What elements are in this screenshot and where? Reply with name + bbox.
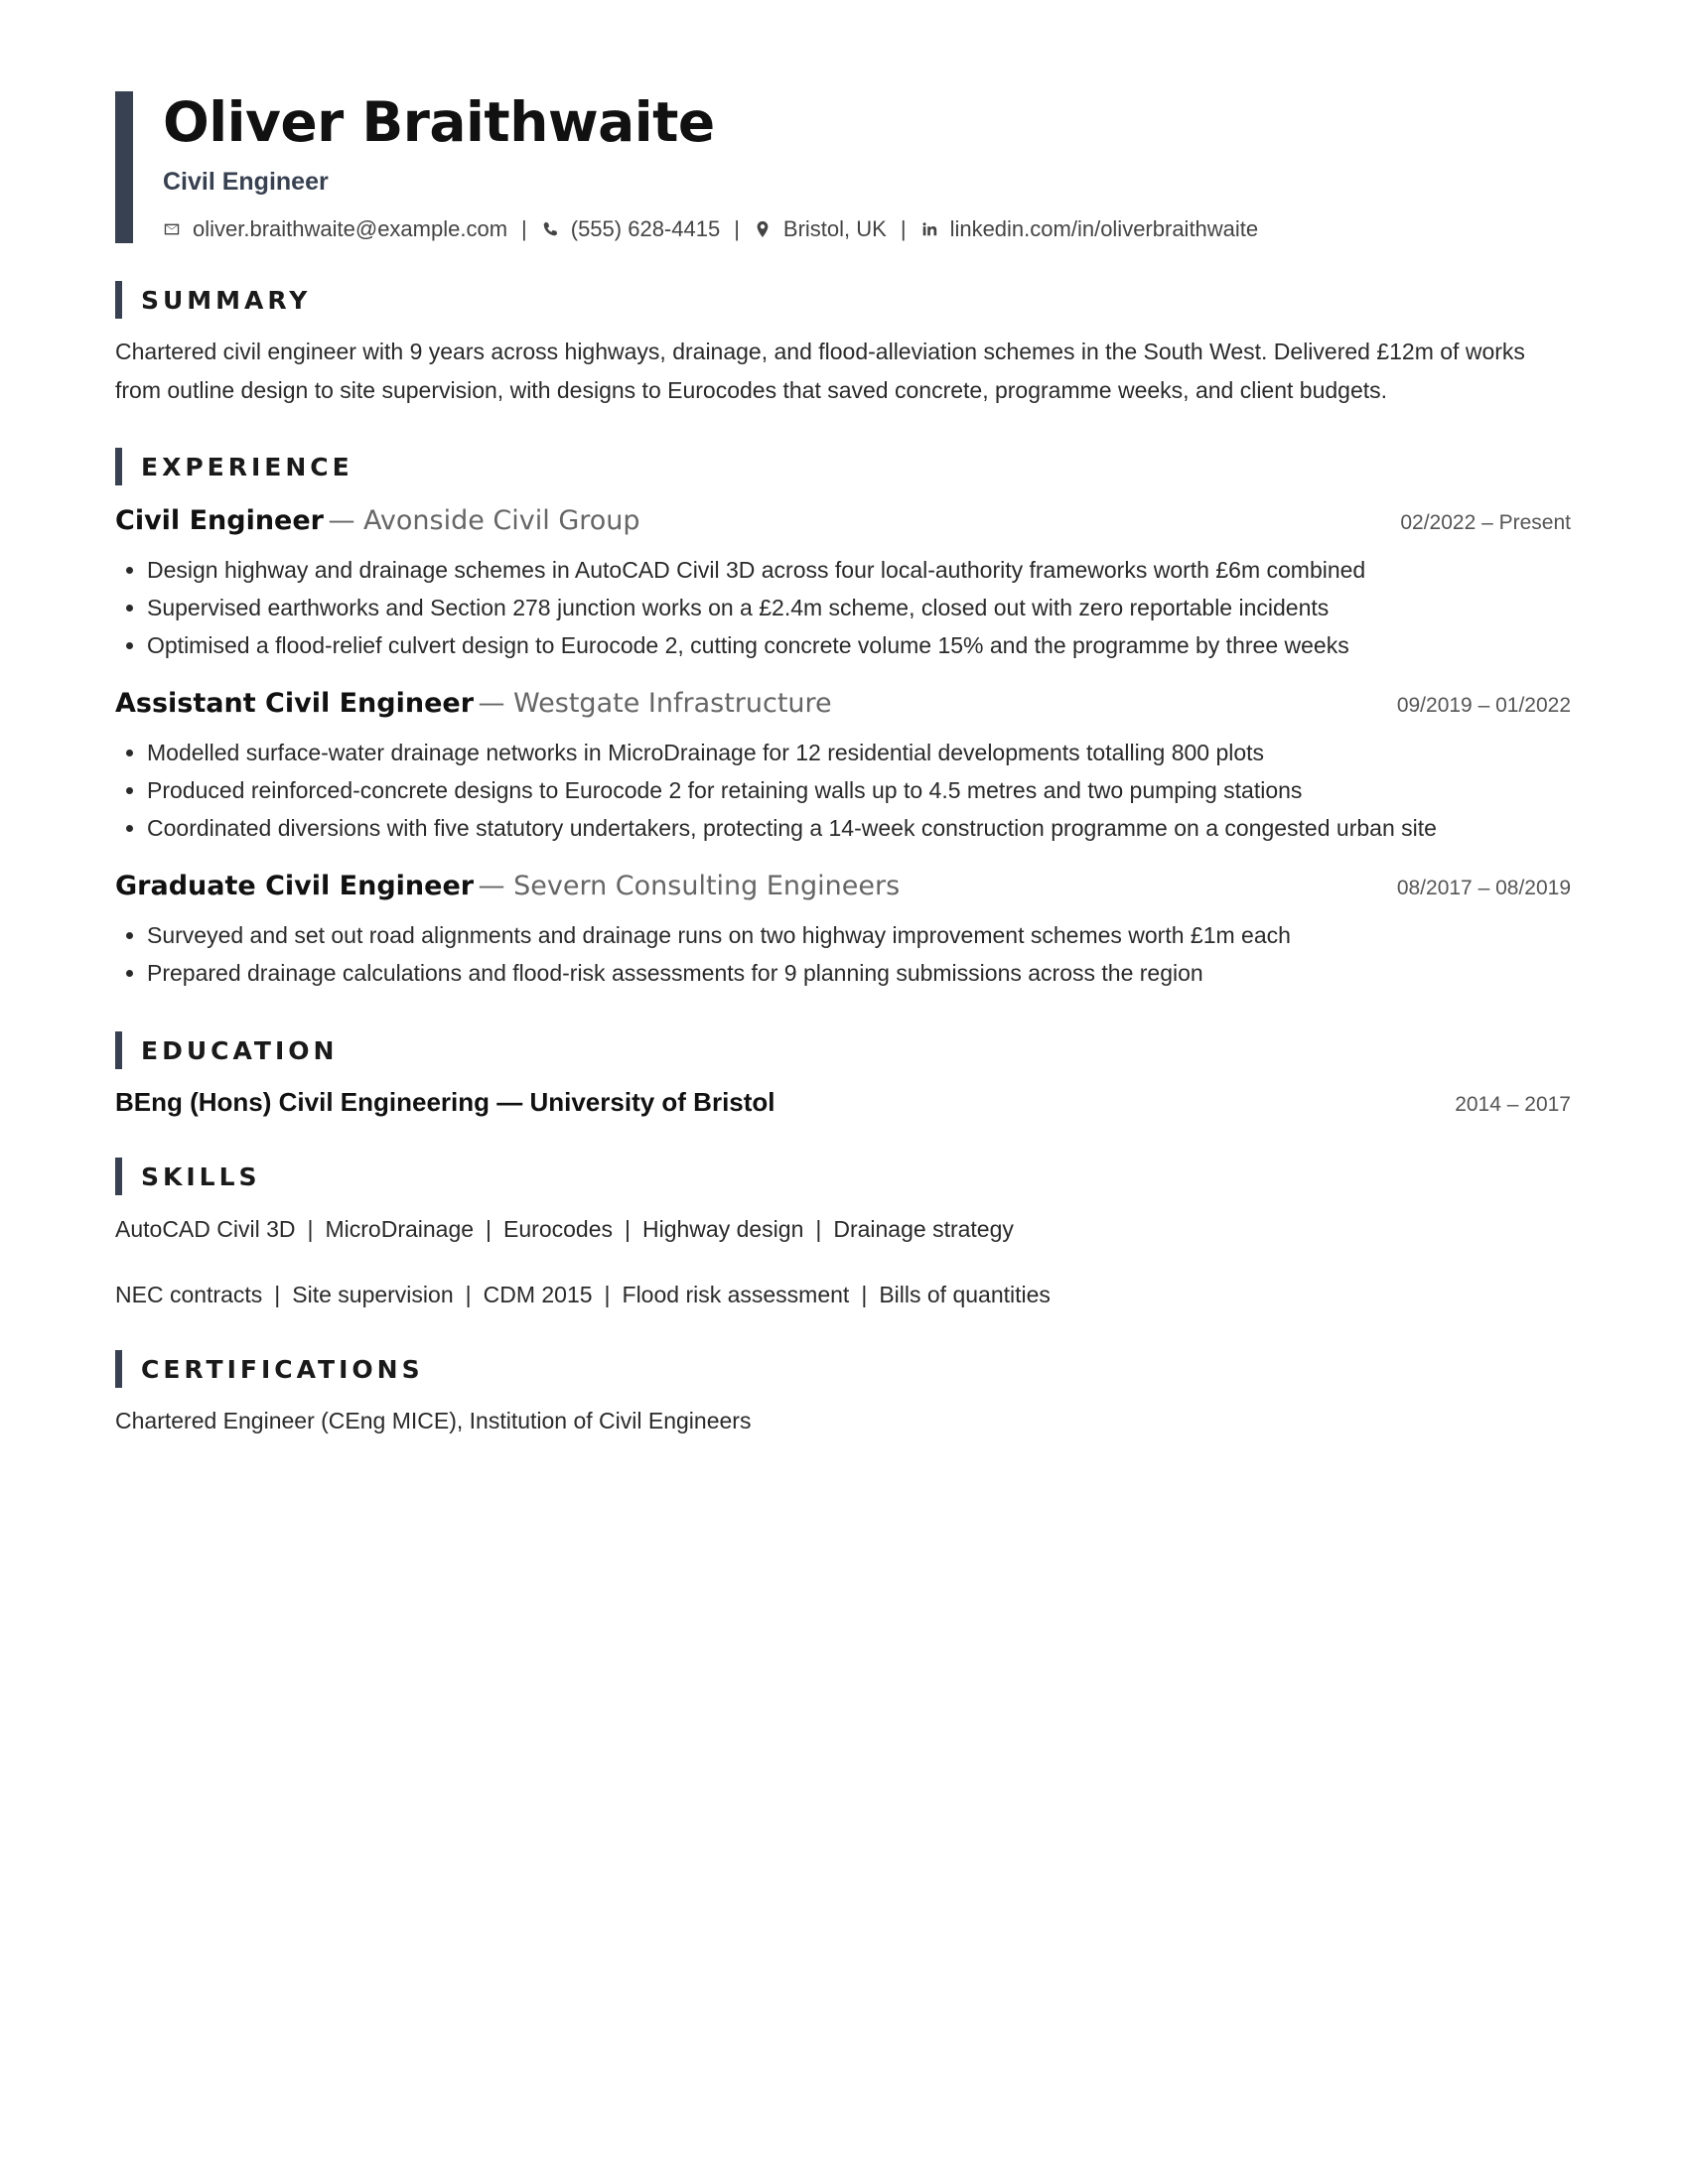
section-title: EDUCATION (141, 1035, 339, 1065)
resume-page (115, 91, 1571, 1434)
job-bullet: • Surveyed and set out road alignments and drainage runs on two highway improvement schemes worth £1m each (147, 916, 1571, 954)
education-dates: 2014 – 2017 (1455, 1093, 1571, 1116)
skill-item: Flood risk assessment (622, 1282, 850, 1307)
skill-separator: | (465, 1282, 472, 1307)
job-bullet: • Modelled surface-water drainage networks in MicroDrainage for 12 residential developments totalling 800 plots (147, 734, 1571, 771)
section-heading-certifications (115, 1350, 1571, 1388)
skill-separator: | (274, 1282, 281, 1307)
skill-item: Highway design (641, 1216, 804, 1242)
skill-item: NEC contracts (115, 1282, 263, 1307)
phone-icon (541, 220, 559, 238)
skill-separator: | (861, 1282, 868, 1307)
section-heading-skills (115, 1158, 1571, 1195)
section-heading-education (115, 1031, 1571, 1069)
job-bullet: • Prepared drainage calculations and flood-risk assessments for 9 planning submissions across the region (147, 954, 1571, 992)
job-bullet: • Produced reinforced-concrete designs to Eurocode 2 for retaining walls up to 4.5 metres and two pumping stations (147, 771, 1571, 809)
experience-entry (115, 871, 1571, 992)
contact-separator: | (734, 216, 740, 241)
section-title: CERTIFICATIONS (141, 1354, 424, 1384)
skill-item: Bills of quantities (879, 1282, 1051, 1307)
skill-separator: | (604, 1282, 611, 1307)
job-company: — Avonside Civil Group (328, 505, 640, 536)
resume-header (115, 91, 1571, 243)
section-heading-experience (115, 448, 1571, 485)
education-entry (115, 1087, 1571, 1118)
linkedin-icon (920, 220, 938, 238)
job-dates: 09/2019 – 01/2022 (1396, 694, 1571, 717)
job-company: — Severn Consulting Engineers (478, 871, 901, 901)
contact-line (163, 216, 1571, 242)
experience-entry (115, 505, 1571, 664)
job-company: — Westgate Infrastructure (478, 688, 832, 719)
section-accent-bar (115, 1350, 122, 1388)
contact-linkedin[interactable] (920, 216, 1259, 242)
experience-header (115, 688, 1571, 728)
skill-item: CDM 2015 (483, 1282, 593, 1307)
phone-text: (555) 628-4415 (570, 216, 721, 241)
skill-separator: | (815, 1216, 822, 1242)
section-title: SUMMARY (141, 285, 312, 315)
map-pin-icon (754, 220, 772, 238)
job-dates: 08/2017 – 08/2019 (1396, 877, 1571, 899)
job-bullets (115, 734, 1571, 847)
summary-text: Chartered civil engineer with 9 years across highways, drainage, and flood-alleviation schemes in the South West. Delivered £12m of works from outline design to site supervision, with designs to Eurocodes that saved concrete, programme weeks, and client budgets. (115, 339, 1525, 403)
section-accent-bar (115, 281, 122, 319)
section-title: SKILLS (141, 1161, 261, 1191)
experience-header (115, 505, 1571, 545)
education-degree: BEng (Hons) Civil Engineering — University of Bristol (115, 1087, 775, 1117)
section-accent-bar (115, 1031, 122, 1069)
candidate-name: Oliver Braithwaite (163, 90, 715, 154)
job-role: Assistant Civil Engineer (115, 688, 475, 719)
mail-icon (163, 220, 181, 238)
contact-separator: | (900, 216, 907, 241)
header-accent-bar (115, 91, 133, 243)
skill-item: Eurocodes (503, 1216, 613, 1242)
location-text: Bristol, UK (782, 216, 887, 241)
job-bullets (115, 916, 1571, 992)
skill-separator: | (307, 1216, 314, 1242)
skills-line (115, 1213, 1571, 1245)
skill-separator: | (625, 1216, 631, 1242)
job-bullet: • Optimised a flood-relief culvert design to Eurocode 2, cutting concrete volume 15% and the programme by three weeks (147, 626, 1571, 664)
skill-separator: | (486, 1216, 492, 1242)
contact-phone[interactable] (541, 216, 720, 242)
experience-entry (115, 688, 1571, 847)
skill-item: Drainage strategy (833, 1216, 1014, 1242)
section-title: EXPERIENCE (141, 452, 353, 481)
job-bullets (115, 551, 1571, 664)
experience-header (115, 871, 1571, 910)
skill-item: AutoCAD Civil 3D (115, 1216, 296, 1242)
job-bullet: • Design highway and drainage schemes in AutoCAD Civil 3D across four local-authority frameworks worth £6m combined (147, 551, 1571, 589)
contact-email[interactable] (163, 216, 507, 242)
section-accent-bar (115, 1158, 122, 1195)
email-text: oliver.braithwaite@example.com (193, 216, 508, 241)
section-accent-bar (115, 448, 122, 485)
job-bullet: • Coordinated diversions with five statutory undertakers, protecting a 14-week construction programme on a congested urban site (147, 809, 1571, 847)
job-role: Civil Engineer (115, 505, 324, 536)
job-role: Graduate Civil Engineer (115, 871, 475, 901)
linkedin-text: linkedin.com/in/oliverbraithwaite (949, 216, 1259, 241)
candidate-title: Civil Engineer (163, 168, 329, 196)
certification-entry: Chartered Engineer (CEng MICE), Institution of Civil Engineers (115, 1408, 752, 1433)
contact-location (754, 216, 887, 242)
job-bullet: • Supervised earthworks and Section 278 junction works on a £2.4m scheme, closed out with zero reportable incidents (147, 589, 1571, 626)
contact-separator: | (521, 216, 527, 241)
skill-item: MicroDrainage (325, 1216, 475, 1242)
section-heading-summary (115, 281, 1571, 319)
skills-line (115, 1279, 1571, 1310)
skill-item: Site supervision (292, 1282, 454, 1307)
job-dates: 02/2022 – Present (1400, 511, 1571, 534)
